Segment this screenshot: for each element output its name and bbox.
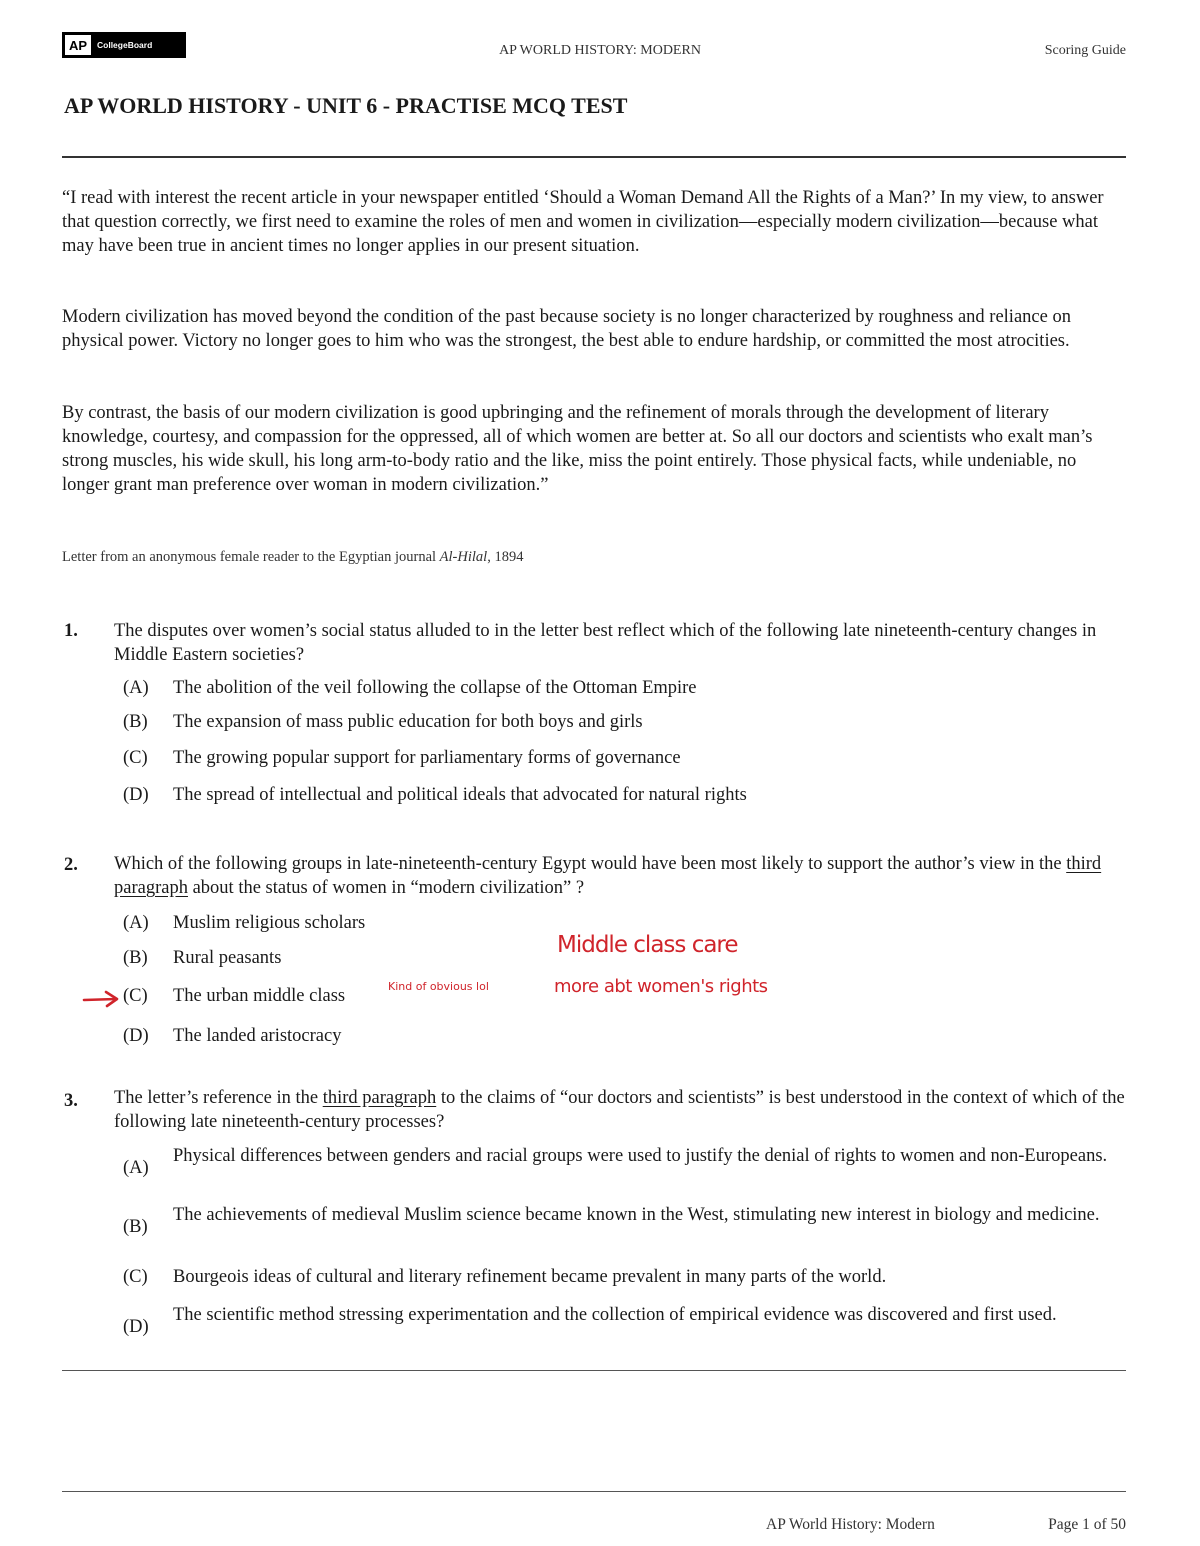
option-label: (D) [123,1026,149,1046]
question-3-option-a [123,1144,1123,1180]
option-label: (B) [123,948,148,968]
question-2-number: 2. [64,855,78,875]
question-1-option-d [123,783,1123,807]
question-3-option-b [123,1203,1123,1239]
question-3-text-before: The letter’s reference in the [114,1088,323,1108]
option-text: The abolition of the veil following the collapse of the Ottoman Empire [173,678,697,698]
option-label: (C) [123,986,148,1006]
question-1-option-c [123,746,1123,770]
source-suffix: , 1894 [487,549,524,565]
question-2-option-d [123,1024,1123,1048]
option-label: (D) [123,1317,149,1337]
question-3-option-d [123,1303,1123,1339]
question-3-option-c [123,1265,1123,1289]
option-text: The growing popular support for parliamentary forms of governance [173,748,681,768]
handwritten-note-obvious: Kind of obvious lol [388,980,489,993]
option-label: (A) [123,1158,149,1178]
option-text: The achievements of medieval Muslim science became known in the West, stimulating new interest in biology and medicine. [173,1205,1100,1225]
question-2-text-before: Which of the following groups in late-nineteenth-century Egypt would have been most likely to support the author’s view in the [114,854,1067,874]
passage-paragraph-3: By contrast, the basis of our modern civilization is good upbringing and the refinement of morals through the development of literary knowledge, courtesy, and compassion for the oppressed, all of which women are better at. So all our doctors and scientists who exalt man’s strong muscles, his wide skull, his long arm-to-body ratio and the like, miss the point entirely. Those physical facts, while undeniable, no longer grant man preference over woman in modern civilization.” [62,403,1093,495]
header-course-title: AP WORLD HISTORY: MODERN [499,43,701,58]
option-label: (A) [123,678,149,698]
footer-page-number: Page 1 of 50 [1048,1516,1126,1533]
option-label: (B) [123,1217,148,1237]
footer-divider [62,1491,1126,1492]
ap-logo-mark: AP [65,35,91,55]
question-1-option-a [123,676,1123,700]
footer-course: AP World History: Modern [766,1516,935,1533]
question-2-text [114,852,1126,900]
handwritten-note-line-2: more abt women's rights [554,976,768,997]
option-text: Rural peasants [173,948,282,968]
option-label: (C) [123,748,148,768]
option-text: Bourgeois ideas of cultural and literary refinement became prevalent in many parts of the world. [173,1267,887,1287]
option-text: The spread of intellectual and political ideals that advocated for natural rights [173,785,747,805]
option-text: The expansion of mass public education for both boys and girls [173,712,643,732]
title-divider [62,156,1126,158]
option-text: The landed aristocracy [173,1026,342,1046]
source-journal: Al-Hilal [439,549,488,565]
question-3-text [114,1086,1126,1134]
option-label: (B) [123,712,148,732]
question-2-underlined: third paragraph [114,854,1102,898]
option-label: (D) [123,785,149,805]
question-3-text-after: to the claims of “our doctors and scientists” is best understood in the context of which of the following late nineteenth-century processes? [114,1088,1125,1132]
option-label: (A) [123,913,149,933]
option-text: Physical differences between genders and racial groups were used to justify the denial of rights to women and non-Europeans. [173,1146,1108,1166]
content-end-divider [62,1370,1126,1371]
option-text: The scientific method stressing experimentation and the collection of empirical evidence was discovered and first used. [173,1305,1057,1325]
option-label: (C) [123,1267,148,1287]
question-2-text-after: about the status of women in “modern civilization” ? [187,878,585,898]
option-text: The urban middle class [173,986,346,1006]
passage-paragraph-2: Modern civilization has moved beyond the condition of the past because society is no longer characterized by roughness and reliance on physical power. Victory no longer goes to him who was the strongest, the best able to endure hardship, or committed the most atrocities. [62,307,1071,351]
collegeboard-logo-text: CollegeBoard [97,40,153,50]
question-3-number: 3. [64,1091,78,1111]
handwritten-arrow-icon [82,988,122,1010]
passage-paragraph-1: “I read with interest the recent article in your newspaper entitled ‘Should a Woman Demand All the Rights of a Man?’ In my view, to answer that question correctly, we first need to examine the roles of men and women in civilization—especially modern civilization—because what may have been true in ancient times no longer applies in our present situation. [62,188,1104,256]
option-text: Muslim religious scholars [173,913,366,933]
question-1-option-b [123,710,1123,734]
source-prefix: Letter from an anonymous female reader to the Egyptian journal [62,549,440,565]
header-scoring-guide: Scoring Guide [1044,43,1126,58]
page-title: AP WORLD HISTORY - UNIT 6 - PRACTISE MCQ TEST [64,93,628,118]
question-1-text: The disputes over women’s social status alluded to in the letter best reflect which of the following late nineteenth-century changes in Middle Eastern societies? [114,621,1097,665]
passage-source [62,549,523,566]
handwritten-note-line-1: Middle class care [557,932,738,958]
question-3-underlined: third paragraph [322,1088,437,1108]
question-1-number: 1. [64,621,78,641]
